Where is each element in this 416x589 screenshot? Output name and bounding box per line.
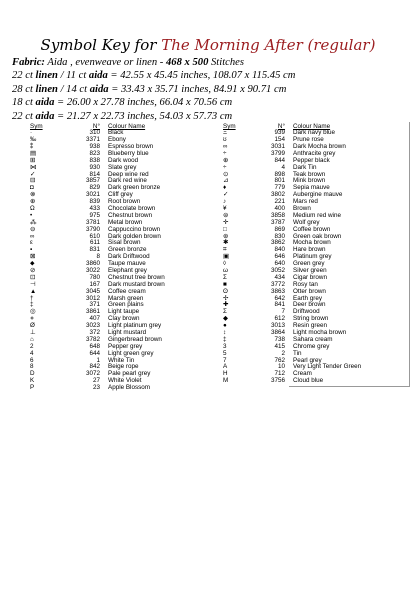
symbol-cell: ⋄ — [30, 315, 34, 323]
floss-number-cell: 712 — [274, 370, 285, 378]
symbol-cell: ⊜ — [223, 211, 229, 219]
symbol-cell: ⊛ — [223, 232, 229, 240]
floss-number-cell: 3023 — [85, 322, 100, 330]
symbol-cell: Ω — [30, 204, 35, 212]
header-sym: Sym — [30, 123, 43, 130]
header-number: N° — [92, 123, 100, 130]
floss-number-cell: 3781 — [85, 218, 100, 226]
floss-number-cell: 2 — [281, 349, 285, 357]
symbol-cell: A — [223, 363, 228, 371]
floss-number-cell: 433 — [89, 204, 100, 212]
colour-name-cell: Green plains — [108, 301, 144, 309]
floss-number-cell: 801 — [274, 177, 285, 185]
colour-name-cell: Platinum grey — [293, 253, 332, 261]
header-colour-name: Colour Name — [108, 123, 146, 130]
colour-name-cell: Resin green — [293, 322, 327, 330]
symbol-cell: ⊖ — [30, 225, 36, 233]
floss-number-cell: 3864 — [270, 329, 285, 337]
colour-name-cell: Sepia mauve — [293, 184, 330, 192]
symbol-cell: ▲ — [30, 287, 37, 295]
floss-number-cell: 3863 — [270, 287, 285, 295]
page-title — [0, 36, 416, 54]
colour-name-cell: Chocolate brown — [108, 204, 156, 212]
info-line: 22 ct linen / 11 ct aida = 42.55 x 45.45 inches, 108.07 x 115.45 cm — [12, 70, 296, 82]
floss-number-cell: 3022 — [85, 267, 100, 274]
symbol-cell: ▣ — [223, 253, 229, 261]
floss-number-cell: 221 — [274, 198, 285, 206]
colour-name-cell: Hare brown — [293, 246, 326, 254]
colour-name-cell: Gingerbread brown — [108, 335, 162, 343]
floss-number-cell: 7 — [281, 308, 285, 316]
floss-number-cell: 3772 — [270, 280, 285, 288]
floss-number-cell: 167 — [89, 280, 100, 288]
symbol-cell: ∞ — [30, 232, 35, 240]
floss-number-cell: 840 — [274, 246, 285, 254]
symbol-cell: 2 — [30, 342, 34, 350]
colour-name-cell: Dark green bronze — [108, 184, 161, 192]
colour-name-cell: Dark mustard brown — [108, 280, 165, 288]
colour-name-cell: Light mustard — [108, 329, 147, 337]
symbol-cell: ● — [223, 322, 227, 330]
colour-name-cell: Root brown — [108, 198, 141, 206]
symbol-cell: ✱ — [223, 239, 229, 247]
colour-name-cell: Black — [108, 129, 124, 137]
symbol-cell: ⊥ — [30, 329, 36, 337]
floss-number-cell: 3052 — [270, 267, 285, 274]
symbol-cell: ✛ — [223, 218, 229, 226]
colour-name-cell: Beige rope — [108, 363, 139, 371]
symbol-cell: ✓ — [223, 191, 229, 199]
colour-name-cell: Dark navy blue — [293, 129, 335, 137]
floss-number-cell: 611 — [89, 239, 100, 247]
floss-number-cell: 779 — [274, 184, 285, 192]
colour-name-cell: Coffee brown — [293, 225, 331, 233]
colour-name-cell: Espresso brown — [108, 142, 154, 150]
symbol-cell: ◎ — [30, 308, 36, 316]
floss-number-cell: 400 — [274, 204, 285, 212]
floss-number-cell: 780 — [89, 273, 100, 281]
colour-name-cell: Marsh green — [108, 294, 144, 302]
floss-number-cell: 612 — [274, 315, 285, 323]
floss-number-cell: 3858 — [270, 211, 285, 219]
title-pattern-name: The Morning After (regular) — [161, 36, 376, 54]
colour-name-cell: Coffee cream — [108, 287, 146, 295]
floss-number-cell: 930 — [89, 163, 100, 171]
colour-name-cell: Aubergine mauve — [293, 191, 343, 199]
symbol-cell: Ξ — [223, 129, 228, 137]
symbol-cell: Σ — [223, 273, 227, 281]
floss-number-cell: 814 — [89, 170, 100, 178]
floss-number-cell: 3012 — [85, 294, 100, 302]
floss-number-cell: 738 — [274, 335, 285, 343]
floss-number-cell: 3021 — [85, 191, 100, 199]
symbol-cell: ⊘ — [30, 267, 36, 274]
symbol-cell: ◘ — [30, 184, 34, 192]
symbol-cell: ▤ — [30, 149, 36, 157]
floss-number-cell: 1 — [96, 356, 100, 364]
symbol-cell: ▪ — [30, 246, 33, 254]
floss-number-cell: 762 — [274, 356, 285, 364]
symbol-cell: ⊣ — [30, 280, 36, 288]
colour-name-cell: Ebony — [108, 136, 126, 144]
colour-name-cell: Light green grey — [108, 349, 154, 357]
floss-number-cell: 823 — [89, 149, 100, 157]
floss-number-cell: 3799 — [270, 149, 285, 157]
colour-name-cell: Anthracite grey — [293, 149, 336, 157]
colour-name-cell: Cigar brown — [293, 273, 327, 281]
colour-name-cell: Slate grey — [108, 163, 137, 171]
floss-number-cell: 975 — [89, 211, 100, 219]
symbol-cell: ⁑ — [30, 142, 34, 150]
colour-name-cell: Green grey — [293, 260, 325, 268]
symbol-cell: D — [30, 370, 35, 378]
floss-number-cell: 154 — [274, 136, 285, 144]
symbol-cell: ✓ — [30, 170, 36, 178]
colour-name-cell: Cream — [293, 370, 312, 378]
colour-name-cell: Chestnut tree brown — [108, 273, 165, 281]
floss-number-cell: 844 — [274, 156, 285, 164]
floss-number-cell: 3787 — [270, 218, 285, 226]
symbol-cell: K — [30, 377, 35, 385]
colour-name-cell: Taupe mauve — [108, 260, 146, 268]
symbol-cell: ÷ — [223, 163, 227, 171]
title-prefix: Symbol Key for — [40, 36, 157, 54]
symbol-cell: ↕ — [223, 329, 227, 337]
fabric-info — [12, 56, 412, 123]
floss-number-cell: 3862 — [270, 239, 285, 247]
symbol-cell: M — [223, 377, 229, 385]
symbol-cell: • — [30, 211, 33, 219]
colour-name-cell: Pepper black — [293, 156, 330, 164]
symbol-cell: ⊠ — [30, 253, 36, 261]
floss-number-cell: 838 — [89, 156, 100, 164]
colour-name-cell: Light mocha brown — [293, 329, 347, 337]
floss-number-cell: 3790 — [85, 225, 100, 233]
colour-name-cell: Chestnut brown — [108, 211, 153, 219]
colour-name-cell: Teak brown — [293, 170, 326, 178]
colour-name-cell: Silver green — [293, 267, 327, 274]
floss-number-cell: 3756 — [270, 377, 285, 385]
symbol-cell: ⋈ — [30, 163, 37, 171]
colour-name-cell: Cappuccino brown — [108, 225, 161, 233]
floss-number-cell: 644 — [89, 349, 100, 357]
colour-name-cell: Tin — [293, 349, 302, 357]
colour-name-cell: Sisal brown — [108, 239, 141, 247]
info-line: Fabric: Aida , evenweave or linen - 468 x 500 Stitches — [12, 57, 244, 68]
symbol-cell: · — [30, 129, 33, 137]
colour-name-cell: Green oak brown — [293, 232, 342, 240]
colour-name-cell: Blueberry blue — [108, 149, 149, 157]
symbol-cell: ⊙ — [223, 170, 229, 178]
floss-number-cell: 310 — [89, 129, 100, 137]
floss-number-cell: 831 — [89, 246, 100, 254]
floss-number-cell: 839 — [89, 198, 100, 206]
colour-name-cell: Medium red wine — [293, 211, 341, 219]
floss-number-cell: 10 — [277, 363, 285, 371]
symbol-cell: 3 — [223, 342, 227, 350]
symbol-cell: ⊕ — [223, 156, 229, 164]
colour-name-cell: Pepper grey — [108, 342, 143, 350]
symbol-cell: ω — [223, 267, 228, 274]
symbol-cell: ⊿ — [223, 177, 229, 185]
colour-name-cell: Green bronze — [108, 246, 147, 254]
floss-number-cell: 372 — [89, 329, 100, 337]
colour-name-cell: Metal brown — [108, 218, 143, 226]
colour-name-cell: Clay brown — [108, 315, 140, 323]
floss-number-cell: 27 — [92, 377, 100, 385]
symbol-cell: 6 — [30, 356, 34, 364]
floss-number-cell: 610 — [89, 232, 100, 240]
colour-name-cell: Wolf grey — [293, 218, 320, 226]
floss-number-cell: 3860 — [85, 260, 100, 268]
floss-number-cell: 3802 — [270, 191, 285, 199]
symbol-cell: ■ — [223, 280, 227, 288]
floss-number-cell: 434 — [274, 273, 285, 281]
header-sym: Sym — [223, 123, 236, 130]
colour-name-cell: Prune rose — [293, 136, 324, 144]
colour-name-cell: String brown — [293, 315, 329, 323]
symbol-cell: ◆ — [223, 315, 228, 323]
header-number: N° — [277, 123, 285, 130]
floss-number-cell: 8 — [96, 253, 100, 261]
symbol-cell: □ — [223, 225, 227, 233]
symbol-cell: ⊞ — [30, 156, 36, 164]
header-colour-name: Colour Name — [293, 123, 331, 130]
floss-number-cell: 938 — [89, 142, 100, 150]
symbol-cell: Σ — [223, 308, 227, 316]
symbol-cell: ‰ — [30, 136, 37, 144]
colour-name-cell: Dark wood — [108, 156, 139, 164]
colour-name-cell: Light platinum grey — [108, 322, 162, 330]
symbol-cell: 8 — [30, 363, 34, 371]
colour-name-cell: White Violet — [108, 377, 142, 385]
colour-name-cell: Chrome grey — [293, 342, 330, 350]
colour-name-cell: Mars red — [293, 198, 318, 206]
symbol-cell: ⌂ — [30, 335, 34, 343]
floss-number-cell: 3861 — [85, 308, 100, 316]
colour-name-cell: Apple Blossom — [108, 384, 150, 392]
colour-name-cell: Mink brown — [293, 177, 326, 185]
symbol-cell: ¥ — [223, 204, 227, 212]
symbol-cell: ʊ — [223, 136, 227, 144]
symbol-cell: ✢ — [223, 294, 229, 302]
colour-name-cell: Deep wine red — [108, 170, 149, 178]
floss-number-cell: 3072 — [85, 370, 100, 378]
colour-name-cell: Brown — [293, 204, 311, 212]
floss-number-cell: 830 — [274, 232, 285, 240]
colour-name-cell: Dark Tin — [293, 163, 317, 171]
colour-name-cell: Cloud blue — [293, 377, 324, 385]
symbol-cell: 5 — [223, 349, 227, 357]
symbol-cell: 4 — [30, 349, 34, 357]
colour-name-cell: Cliff grey — [108, 191, 133, 199]
info-line: 22 ct aida = 21.27 x 22.73 inches, 54.03 x 57.73 cm — [12, 110, 233, 122]
symbol-cell: ♪ — [223, 198, 227, 206]
symbol-cell: ε — [30, 239, 33, 247]
floss-number-cell: 842 — [89, 363, 100, 371]
floss-number-cell: 642 — [274, 294, 285, 302]
floss-number-cell: 829 — [89, 184, 100, 192]
symbol-cell: ⌗ — [223, 246, 227, 254]
colour-name-cell: Rosy tan — [293, 280, 318, 288]
floss-number-cell: 3857 — [85, 177, 100, 185]
colour-name-cell: Dark Mocha brown — [293, 142, 346, 150]
floss-number-cell: 869 — [274, 225, 285, 233]
floss-number-cell: 3371 — [85, 136, 100, 144]
info-line: 18 ct aida = 26.00 x 27.78 inches, 66.04 x 70.56 cm — [12, 97, 233, 109]
colour-name-cell: Dark red wine — [108, 177, 147, 185]
symbol-cell: ÷ — [223, 149, 227, 157]
symbol-cell: ◊ — [223, 260, 227, 268]
colour-name-cell: Pearl grey — [293, 356, 322, 364]
floss-number-cell: 3782 — [85, 335, 100, 343]
symbol-cell: ♦ — [223, 184, 227, 192]
symbol-cell: ‡ — [30, 301, 34, 309]
colour-name-cell: Deer brown — [293, 301, 326, 309]
colour-name-cell: Dark Driftwood — [108, 253, 150, 261]
floss-number-cell: 841 — [274, 301, 285, 309]
colour-name-cell: Elephant grey — [108, 267, 147, 274]
symbol-cell: ∞ — [223, 142, 228, 150]
symbol-cell: 7 — [223, 356, 227, 364]
floss-number-cell: 898 — [274, 170, 285, 178]
symbol-cell: ⊕ — [30, 198, 36, 206]
floss-number-cell: 939 — [274, 129, 285, 137]
colour-name-cell: Mocha brown — [293, 239, 331, 247]
floss-number-cell: 4 — [281, 163, 285, 171]
floss-number-cell: 371 — [89, 301, 100, 309]
symbol-cell: Ø — [30, 322, 35, 330]
symbol-cell: ⊡ — [30, 273, 36, 281]
symbol-cell: H — [223, 370, 228, 378]
symbol-cell: ʘ — [223, 287, 228, 295]
floss-number-cell: 407 — [89, 315, 100, 323]
floss-number-cell: 3031 — [270, 142, 285, 150]
info-line: 28 ct linen / 14 ct aida = 33.43 x 35.71 inches, 84.91 x 90.71 cm — [12, 83, 287, 95]
colour-name-cell: Dark golden brown — [108, 232, 161, 240]
symbol-cell: ‡ — [223, 335, 227, 343]
floss-number-cell: 3045 — [85, 287, 100, 295]
symbol-cell: P — [30, 384, 35, 392]
colour-name-cell: White Tin — [108, 356, 135, 364]
symbol-cell: ⊟ — [30, 177, 36, 185]
floss-number-cell: 646 — [274, 253, 285, 261]
colour-name-cell: Sahara cream — [293, 335, 333, 343]
symbol-cell: ⬥ — [30, 260, 35, 268]
symbol-cell: ⁂ — [30, 218, 37, 226]
floss-number-cell: 415 — [274, 342, 285, 350]
symbol-cell: ✚ — [223, 301, 229, 309]
colour-name-cell: Very Light Tender Green — [293, 363, 362, 371]
colour-name-cell: Otter brown — [293, 287, 326, 295]
floss-number-cell: 648 — [89, 342, 100, 350]
symbol-cell: ⊗ — [30, 191, 36, 199]
floss-number-cell: 640 — [274, 260, 285, 268]
colour-name-cell: Light taupe — [108, 308, 140, 316]
symbol-cell: † — [30, 294, 34, 302]
floss-number-cell: 3013 — [270, 322, 285, 330]
floss-number-cell: 23 — [92, 384, 100, 392]
colour-name-cell: Driftwood — [293, 308, 320, 316]
colour-name-cell: Earth grey — [293, 294, 323, 302]
colour-name-cell: Pale pearl grey — [108, 370, 151, 378]
